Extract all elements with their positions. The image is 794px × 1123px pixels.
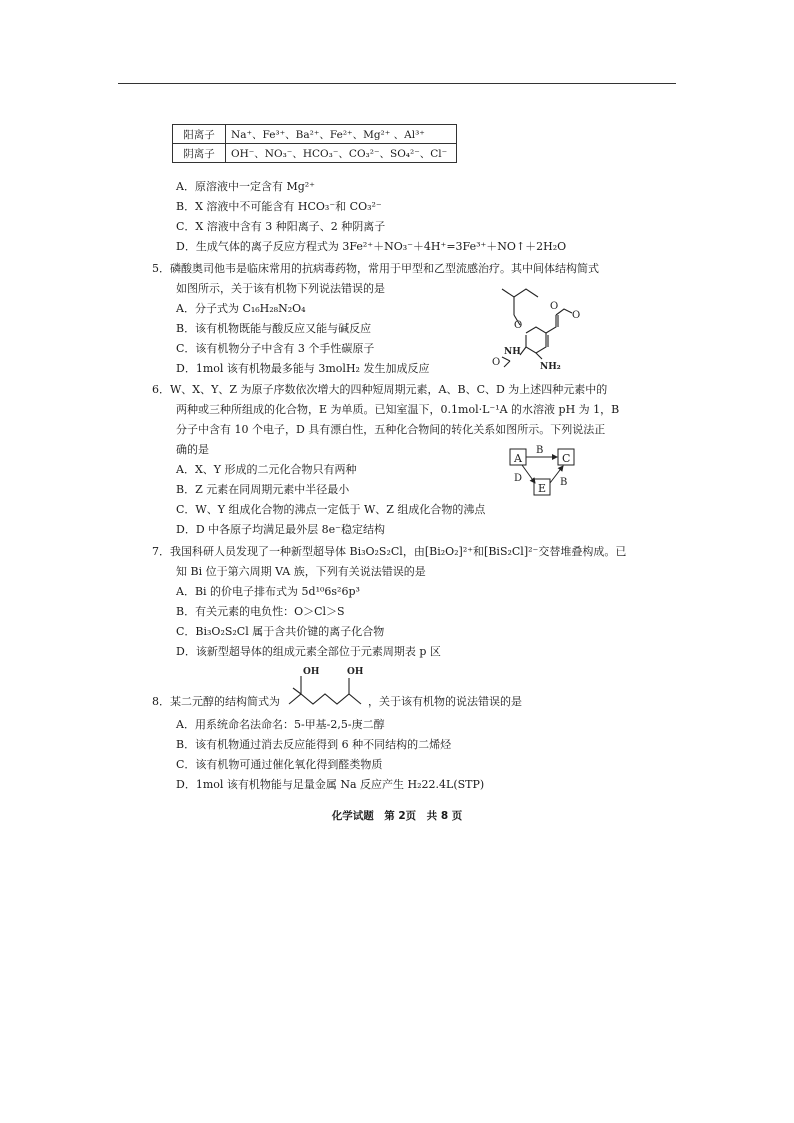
anion-row: [173, 144, 457, 163]
q5-option-a: A．分子式为 C₁₆H₂₈N₂O₄: [176, 302, 306, 315]
q4-option-c: C．X 溶液中含有 3 种阳离子、2 种阴离子: [176, 220, 386, 233]
q7-stem-line2: 知 Bi 位于第六周期 VA 族，下列有关说法错误的是: [176, 565, 426, 578]
arrow-label-b-right: B: [560, 477, 568, 488]
q6-option-d: D．D 中各原子均满足最外层 8e⁻稳定结构: [176, 523, 385, 536]
q7-stem-line1: 7．我国科研人员发现了一种新型超导体 Bi₃O₂S₂Cl，由[Bi₂O₂]²⁺和[BiS₂Cl]²⁻交替堆叠构成。已: [152, 545, 627, 558]
header-rule: [118, 83, 676, 84]
cation-label: 阳离子: [173, 125, 226, 144]
q8-option-a: A．用系统命名法命名：5-甲基-2,5-庚二醇: [176, 718, 385, 731]
node-e-label: E: [538, 482, 547, 495]
q8-option-c: C．该有机物可通过催化氧化得到醛类物质: [176, 758, 383, 771]
q4-option-d: D．生成气体的离子反应方程式为 3Fe²⁺＋NO₃⁻＋4H⁺=3Fe³⁺＋NO↑＋2H₂O: [176, 240, 567, 253]
ion-table: [172, 124, 457, 163]
q6-option-b: B．Z 元素在同周期元素中半径最小: [176, 483, 350, 496]
anion-values: OH⁻、NO₃⁻、HCO₃⁻、CO₃²⁻、SO₄²⁻、Cl⁻: [226, 144, 457, 163]
cation-values: Na⁺、Fe³⁺、Ba²⁺、Fe²⁺、Mg²⁺ 、Al³⁺: [226, 125, 457, 144]
q6-option-a: A．X、Y 形成的二元化合物只有两种: [176, 463, 357, 476]
q5-option-b: B．该有机物既能与酸反应又能与碱反应: [176, 322, 372, 335]
q6-stem-line3: 分子中含有 10 个电子，D 具有漂白性，五种化合物间的转化关系如图所示。下列说法正: [176, 423, 606, 436]
q5-option-c: C．该有机物分子中含有 3 个手性碳原子: [176, 342, 375, 355]
q8-option-d: D．1mol 该有机物能与足量金属 Na 反应产生 H₂22.4L(STP): [176, 778, 485, 791]
q7-option-c: C．Bi₃O₂S₂Cl 属于含共价键的离子化合物: [176, 625, 385, 638]
q8-stem-start: 8．某二元醇的结构简式为: [152, 695, 280, 708]
q5-option-d: D．1mol 该有机物最多能与 3molH₂ 发生加成反应: [176, 362, 430, 375]
q5-structure-o-amide: O: [492, 357, 501, 368]
q8-option-b: B．该有机物通过消去反应能得到 6 种不同结构的二烯烃: [176, 738, 452, 751]
node-a-label: A: [514, 452, 522, 465]
page-footer: 化学试题 第 2页 共 8 页: [331, 810, 463, 822]
q5-structure-o-ester: O: [572, 310, 581, 321]
q4-option-b: B．X 溶液中不可能含有 HCO₃⁻和 CO₃²⁻: [176, 200, 382, 213]
q5-structure-nh: NH: [504, 347, 521, 357]
q6-stem-line2: 两种或三种所组成的化合物，E 为单质。已知室温下，0.1mol·L⁻¹A 的水溶液 pH 为 1，B: [176, 403, 620, 416]
q8-structure-oh-2: OH: [347, 667, 364, 677]
q6-stem-line1: 6．W、X、Y、Z 为原子序数依次增大的四种短周期元素，A、B、C、D 为上述四种元素中的: [152, 383, 608, 396]
node-c-label: C: [562, 452, 571, 465]
q7-option-a: A．Bi 的价电子排布式为 5d¹⁰6s²6p³: [176, 585, 360, 598]
q7-option-b: B．有关元素的电负性：O＞Cl＞S: [176, 605, 345, 618]
cation-row: [173, 125, 457, 144]
q8-structure-oh-1: OH: [303, 667, 320, 677]
q5-structure-nh2: NH₂: [540, 362, 561, 372]
q6-conversion-diagram: [508, 443, 588, 499]
anion-label: 阴离子: [173, 144, 226, 163]
q7-option-d: D．该新型超导体的组成元素全部位于元素周期表 p 区: [176, 645, 441, 658]
arrow-a-to-e: [522, 465, 535, 483]
q5-structure-o-carbonyl: O: [550, 301, 559, 312]
q5-stem-line2: 如图所示，关于该有机物下列说法错误的是: [176, 282, 385, 295]
q4-option-a: A．原溶液中一定含有 Mg²⁺: [176, 180, 315, 193]
q6-stem-line4: 确的是: [176, 443, 209, 456]
q5-structure-o-ether: O: [514, 320, 523, 331]
arrow-label-b-top: B: [536, 445, 544, 456]
q6-option-c: C．W、Y 组成化合物的沸点一定低于 W、Z 组成化合物的沸点: [176, 503, 486, 516]
q5-structure-diagram: [490, 285, 600, 372]
q5-stem-line1: 5．磷酸奥司他韦是临床常用的抗病毒药物，常用于甲型和乙型流感治疗。其中间体结构简式: [152, 262, 599, 275]
q8-stem-end: ，关于该有机物的说法错误的是: [368, 695, 522, 708]
arrow-label-d: D: [514, 473, 523, 484]
q8-structure-diagram: [287, 664, 367, 712]
